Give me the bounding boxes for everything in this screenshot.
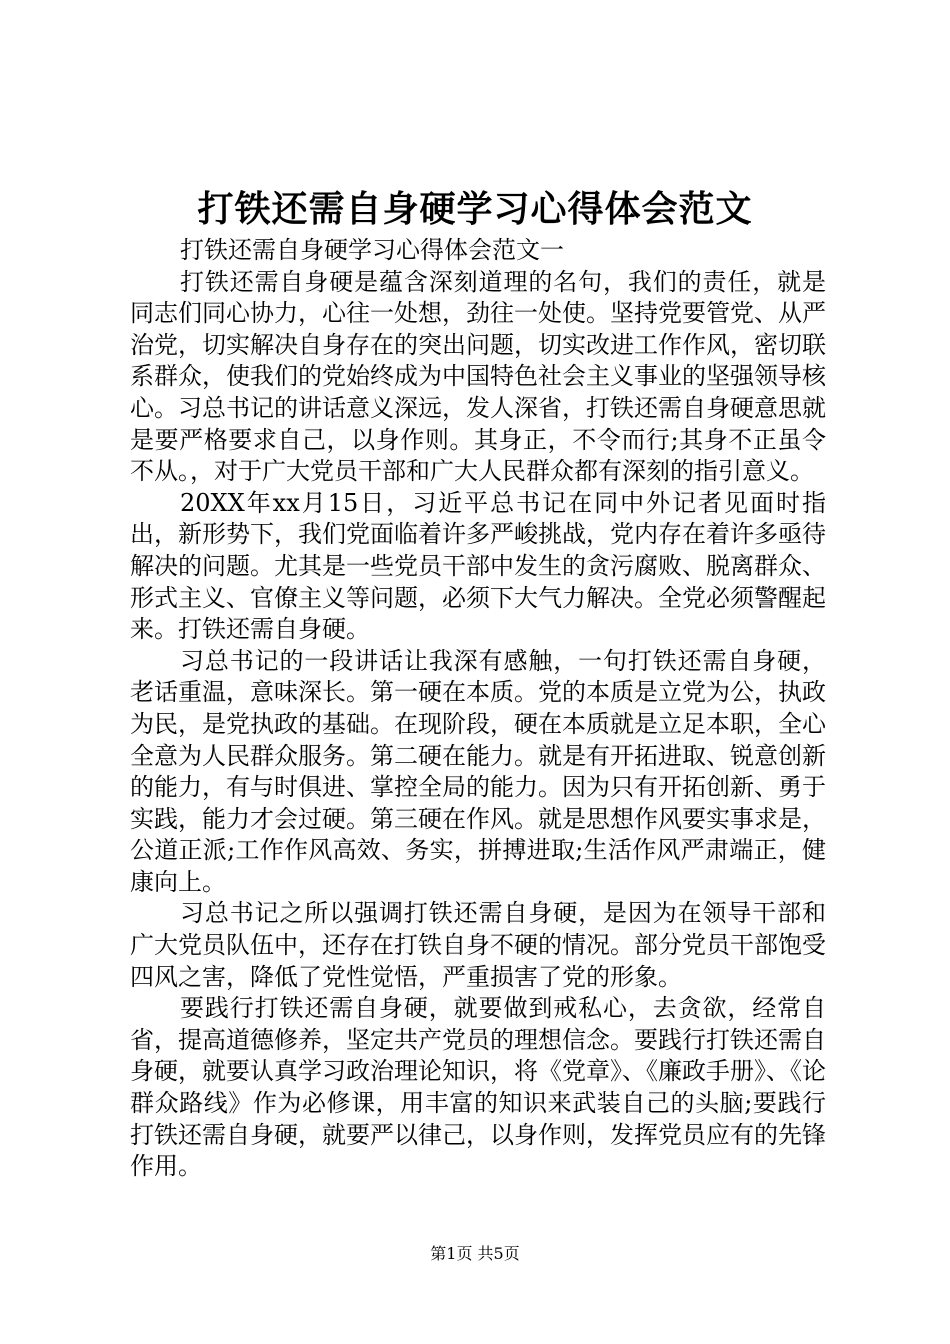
page-footer: 第1页 共5页 (430, 1244, 520, 1263)
paragraph-4: 习总书记之所以强调打铁还需自身硬，是因为在领导干部和广大党员队伍中，还存在打铁自身不硬的情况。部分党员干部饱受四风之害，降低了党性觉悟，严重损害了党的形象。 (130, 899, 826, 991)
paragraph-3: 习总书记的一段讲话让我深有感触，一句打铁还需自身硬，老话重温，意味深长。第一硬在本质。党的本质是立党为公，执政为民，是党执政的基础。在现阶段，硬在本质就是立足本职，全心全意为人民群众服务。第二硬在能力。就是有开拓进取、锐意创新的能力，有与时俱进、掌控全局的能力。因为只有开拓创新、勇于实践，能力才会过硬。第三硬在作风。就是思想作风要实事求是，公道正派;工作作风高效、务实，拼搏进取;生活作风严肃端正，健康向上。 (130, 646, 826, 896)
document-body (130, 235, 826, 1183)
section-heading: 打铁还需自身硬学习心得体会范文一 (180, 236, 564, 264)
paragraph-5: 要践行打铁还需自身硬，就要做到戒私心，去贪欲，经常自省，提高道德修养，坚定共产党员的理想信念。要践行打铁还需自身硬，就要认真学习政治理论知识，将《党章》、《廉政手册》、《论群众路线》作为必修课，用丰富的知识来武装自己的头脑;要践行打铁还需自身硬，就要严以律己，以身作则，发挥党员应有的先锋作用。 (130, 994, 826, 1181)
paragraph-2: 20XX年xx月15日，习近平总书记在同中外记者见面时指出，新形势下，我们党面临着许多严峻挑战，党内存在着许多亟待解决的问题。尤其是一些党员干部中发生的贪污腐败、脱离群众、形式主义、官僚主义等问题，必须下大气力解决。全党必须警醒起来。打铁还需自身硬。 (130, 488, 826, 644)
paragraph-1: 打铁还需自身硬是蕴含深刻道理的名句，我们的责任，就是同志们同心协力，心往一处想，劲往一处使。坚持党要管党、从严治党，切实解决自身存在的突出问题，切实改进工作作风，密切联系群众，使我们的党始终成为中国特色社会主义事业的坚强领导核心。习总书记的讲话意义深远，发人深省，打铁还需自身硬意思就是要严格要求自己，以身作则。其身正，不令而行;其身不正虽令不从。，对于广大党员干部和广大人民群众都有深刻的指引意义。 (130, 267, 826, 486)
document-title: 打铁还需自身硬学习心得体会范文 (197, 188, 753, 230)
